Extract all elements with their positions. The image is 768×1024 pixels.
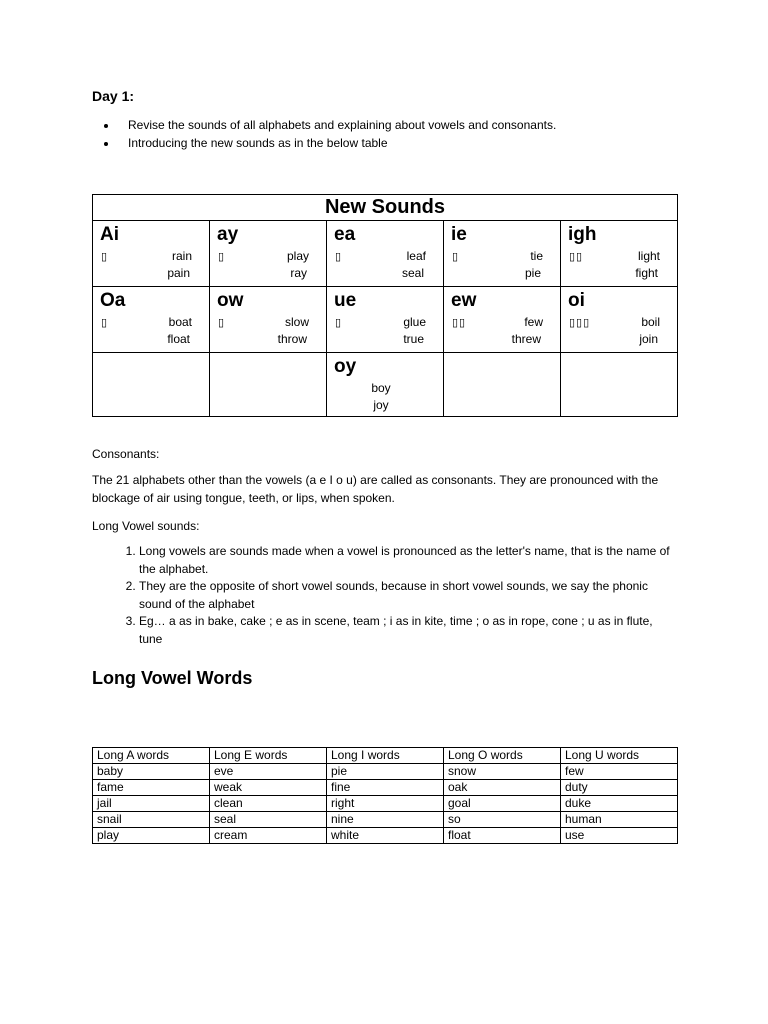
phonetic-symbol: ▯ (452, 251, 460, 263)
sound-name: ow (217, 290, 244, 311)
table-cell: snail (93, 812, 210, 828)
sound-cell-igh (561, 221, 678, 287)
long-vowel-sounds-label: Long Vowel sounds: (92, 519, 200, 533)
new-sounds-table (92, 194, 678, 417)
table-row (93, 796, 678, 812)
table-cell: duke (561, 796, 678, 812)
phonetic-symbol: ▯ (218, 317, 226, 329)
phonetic-symbol: ▯ (101, 251, 109, 263)
table-cell: fame (93, 780, 210, 796)
example-word: pie (524, 266, 541, 280)
table-cell: use (561, 828, 678, 844)
example-word: float (167, 332, 190, 346)
table-cell: right (327, 796, 444, 812)
table-cell: snow (444, 764, 561, 780)
sound-cell-ea (327, 221, 444, 287)
table-cell: baby (93, 764, 210, 780)
sound-name: ea (334, 224, 356, 245)
bullet-list (118, 117, 678, 152)
sound-cell-oi (561, 287, 678, 353)
sound-name: ew (451, 290, 477, 311)
sound-name: oy (334, 356, 357, 377)
table-cell: white (327, 828, 444, 844)
example-word: leaf (406, 249, 426, 263)
table-row (93, 812, 678, 828)
sound-name: Oa (100, 290, 126, 311)
example-word: glue (403, 315, 426, 329)
sound-cell-empty (210, 353, 327, 417)
example-word: boat (168, 315, 192, 329)
example-word: true (403, 332, 424, 346)
example-word: throw (277, 332, 307, 346)
example-word: boil (641, 315, 660, 329)
table-row (93, 828, 678, 844)
example-word: play (286, 249, 309, 263)
table-cell: fine (327, 780, 444, 796)
column-header: Long U words (561, 748, 678, 764)
example-word: boy (371, 381, 391, 395)
phonetic-symbol: ▯▯ (569, 251, 584, 263)
sound-cell-ew (444, 287, 561, 353)
table-cell: pie (327, 764, 444, 780)
table-cell: weak (210, 780, 327, 796)
example-word: few (524, 315, 543, 329)
sound-cell-ay (210, 221, 327, 287)
phonetic-symbol: ▯ (218, 251, 226, 263)
sound-name: ue (334, 290, 357, 311)
example-word: join (639, 332, 658, 346)
example-word: threw (511, 332, 541, 346)
phonetic-symbol: ▯ (335, 317, 343, 329)
sound-cell-ie (444, 221, 561, 287)
sound-cell-ue (327, 287, 444, 353)
sound-name: oi (568, 290, 585, 311)
sound-cell-empty (93, 353, 210, 417)
sound-name: ay (217, 224, 239, 245)
example-word: rain (171, 249, 192, 263)
column-header: Long A words (93, 748, 210, 764)
example-word: light (637, 249, 660, 263)
sound-cell-ow (210, 287, 327, 353)
table-cell: clean (210, 796, 327, 812)
sound-cell-ai (93, 221, 210, 287)
example-word: fight (635, 266, 658, 280)
long-vowel-words-heading: Long Vowel Words (92, 668, 253, 688)
table-cell: oak (444, 780, 561, 796)
phonetic-symbol: ▯ (101, 317, 109, 329)
consonants-label: Consonants: (92, 447, 160, 461)
sound-cell-empty (561, 353, 678, 417)
table-cell: so (444, 812, 561, 828)
table-cell: jail (93, 796, 210, 812)
phonetic-symbol: ▯ (335, 251, 343, 263)
sound-cell-empty (444, 353, 561, 417)
example-word: tie (530, 249, 543, 263)
list-item: 3. Eg… a as in bake, cake ; e as in scene, team ; i as in kite, time ; o as in rope, cone ; u as in flute, tune (139, 613, 678, 648)
column-header: Long I words (327, 748, 444, 764)
table-cell: eve (210, 764, 327, 780)
sound-name: ie (451, 224, 467, 245)
table-cell: duty (561, 780, 678, 796)
example-word: ray (290, 266, 307, 280)
sound-name: Ai (100, 224, 119, 245)
long-vowel-words-table (92, 747, 678, 844)
long-vowel-sounds-list (92, 543, 678, 648)
table-row (93, 764, 678, 780)
example-word: slow (284, 315, 309, 329)
phonetic-symbol: ▯▯▯ (569, 317, 591, 329)
phonetic-symbol: ▯▯ (452, 317, 467, 329)
sound-name: igh (568, 224, 597, 245)
table-cell: nine (327, 812, 444, 828)
day-heading: Day 1: (92, 88, 135, 104)
sound-cell-oa (93, 287, 210, 353)
table-row (93, 780, 678, 796)
list-item: 1. Long vowels are sounds made when a vowel is pronounced as the letter's name, that is the name of the alphabet. (139, 543, 678, 578)
table-cell: play (93, 828, 210, 844)
example-word: seal (401, 266, 424, 280)
column-header: Long E words (210, 748, 327, 764)
bullet-item: • Introducing the new sounds as in the below table (118, 135, 678, 153)
list-item: 2. They are the opposite of short vowel sounds, because in short vowel sounds, we say the phonic sound of the alphabet (139, 578, 678, 613)
column-header: Long O words (444, 748, 561, 764)
bullet-item: • Revise the sounds of all alphabets and explaining about vowels and consonants. (118, 117, 678, 135)
example-word: pain (167, 266, 190, 280)
example-word: joy (373, 398, 389, 412)
sound-cell-oy (327, 353, 444, 417)
new-sounds-title: New Sounds (93, 195, 678, 221)
table-cell: few (561, 764, 678, 780)
table-cell: cream (210, 828, 327, 844)
consonants-paragraph: The 21 alphabets other than the vowels (a e I o u) are called as consonants. They are pronounced with the blockage of air using tongue, teeth, or lips, when spoken. (92, 473, 659, 505)
table-cell: seal (210, 812, 327, 828)
table-header-row (93, 748, 678, 764)
table-cell: goal (444, 796, 561, 812)
table-cell: human (561, 812, 678, 828)
table-cell: float (444, 828, 561, 844)
